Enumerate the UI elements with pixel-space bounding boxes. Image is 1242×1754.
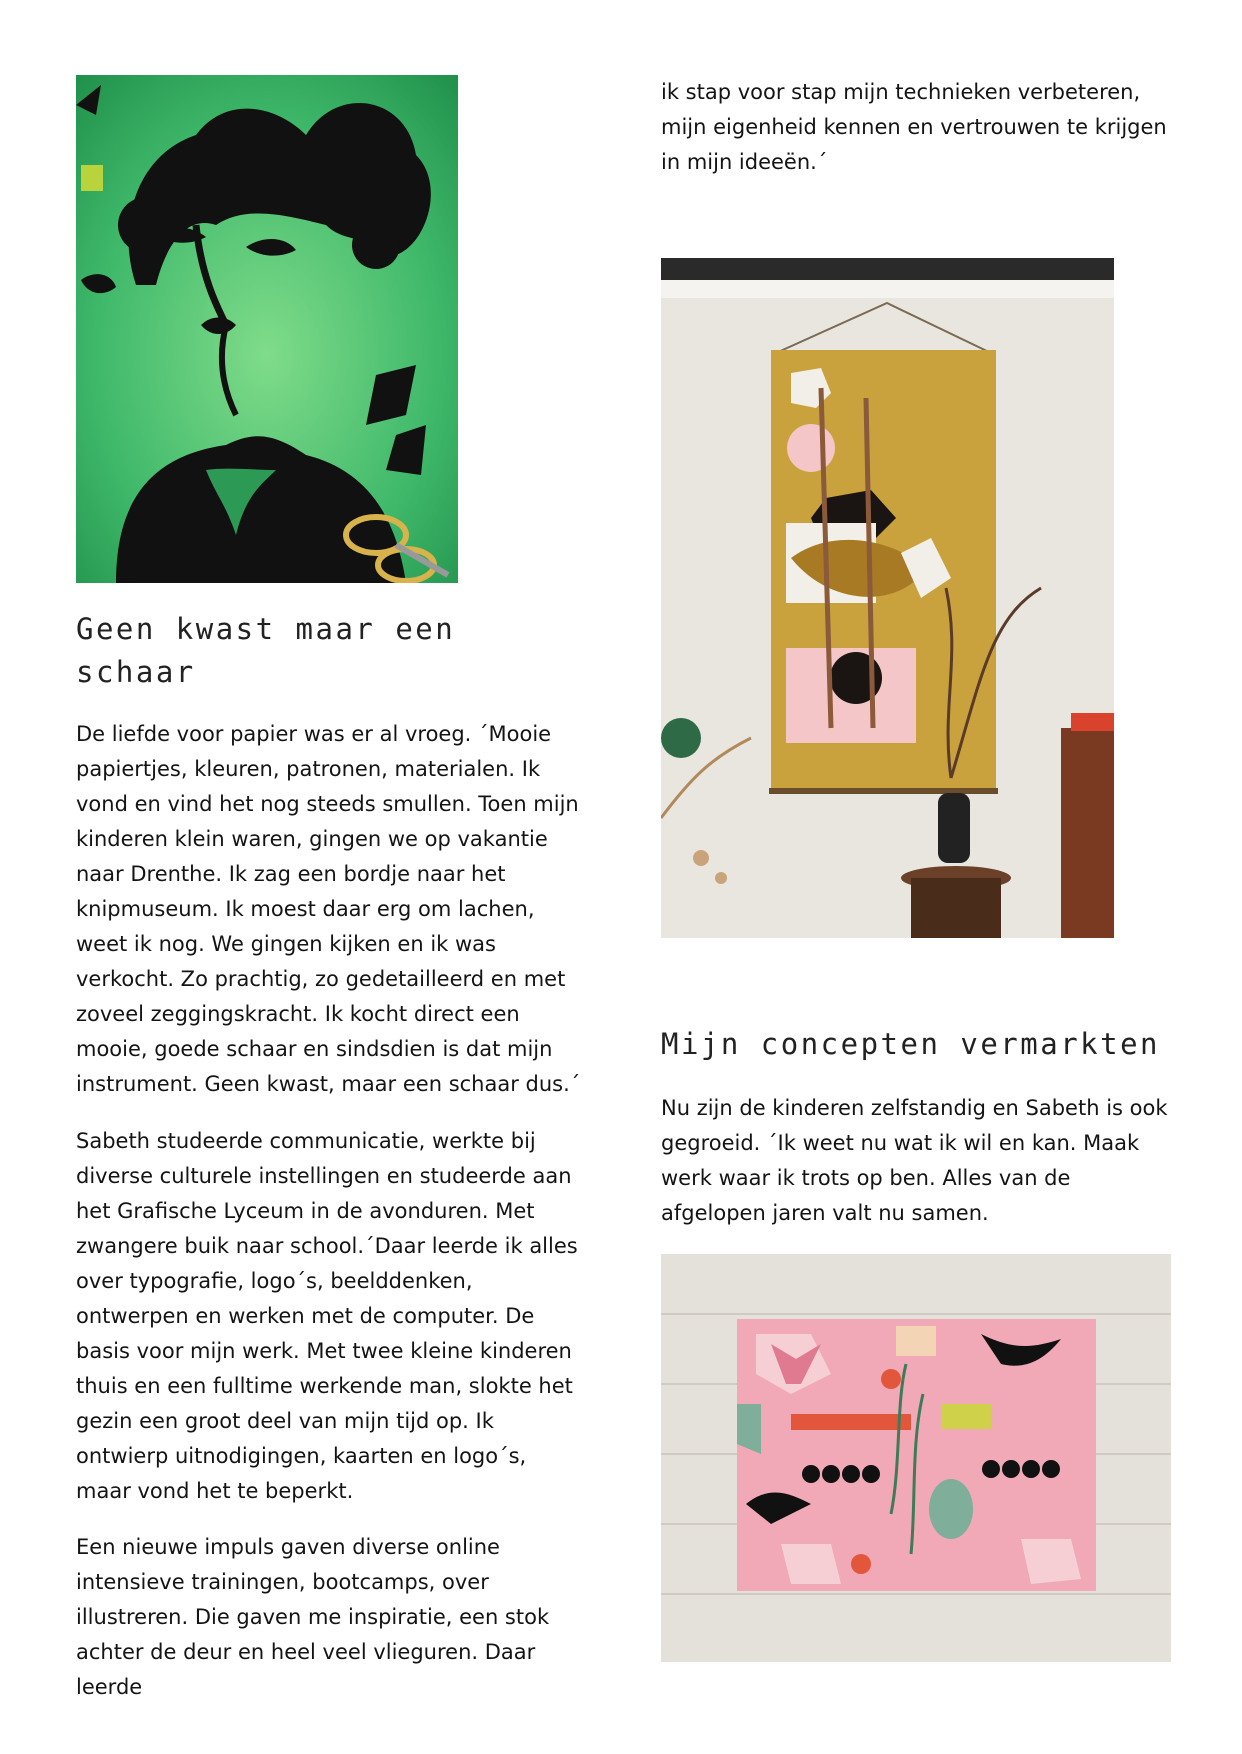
left-paragraph-1: De liefde voor papier was er al vroeg. ´Mooie papiertjes, kleuren, patronen, materialen. Ik vond en vind het nog steeds smullen. Toen mijn kinderen klein waren, gingen we op vakantie naar Drenthe. Ik zag een bordje naar het knipmuseum. Ik moest daar erg om lachen, weet ik nog. We gingen kijken en ik was verkocht. Zo prachtig, zo gedetailleerd en met zoveel zeggingskracht. Ik kocht direct een mooie, goede schaar en sindsdien is dat mijn instrument. Geen kwast, maar een schaar dus.´ xyxy=(76,722,581,1096)
section-heading-right: Mijn concepten vermarkten xyxy=(661,1027,1160,1061)
pattern-canvas-image xyxy=(661,1254,1171,1662)
left-paragraph-2: Sabeth studeerde communicatie, werkte bij diverse culturele instellingen en studeerde aan het Grafische Lyceum in de avonduren. Met zwangere buik naar school.´Daar leerde ik alles over typografie, logo´s, beelddenken, ontwerpen en werken met de computer. De basis voor mijn werk. Met twee kleine kinderen thuis en een fulltime werkende man, slokte het gezin een groot deel van mijn tijd op. Ik ontwierp uitnodigingen, kaarten en logo´s, maar vond het te beperkt. xyxy=(76,1129,578,1503)
right-intro-paragraph: ik stap voor stap mijn technieken verbeteren, mijn eigenheid kennen en vertrouwen te krijgen in mijn ideeën.´ xyxy=(661,80,1167,174)
wall-hanging-image xyxy=(661,258,1114,938)
papercut-portrait-image xyxy=(76,75,458,583)
section-heading-left: Geen kwast maar een schaar xyxy=(76,612,456,689)
right-paragraph: Nu zijn de kinderen zelfstandig en Sabeth is ook gegroeid. ´Ik weet nu wat ik wil en kan. Maak werk waar ik trots op ben. Alles van de afgelopen jaren valt nu samen. xyxy=(661,1096,1168,1225)
left-paragraph-3: Een nieuwe impuls gaven diverse online intensieve trainingen, bootcamps, over illustreren. Die gaven me inspiratie, een stok achter de deur en heel veel vlieguren. Daar leerde xyxy=(76,1535,550,1699)
